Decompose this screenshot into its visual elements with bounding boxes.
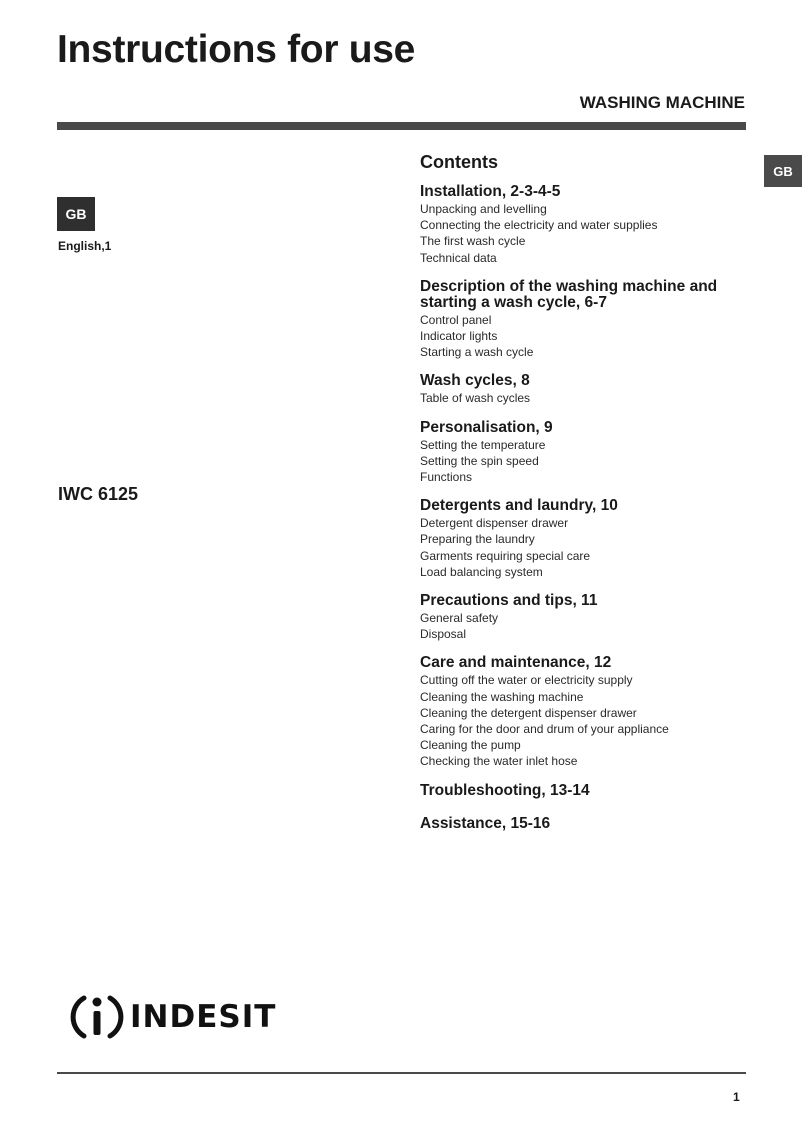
section-items	[420, 515, 760, 580]
contents-section	[420, 655, 760, 769]
header-divider	[57, 122, 746, 130]
section-item[interactable]: Cutting off the water or electricity supply	[420, 673, 633, 688]
language-side-tab[interactable]: GB	[764, 155, 802, 187]
section-items	[420, 610, 760, 642]
contents-section	[420, 373, 760, 406]
indesit-logo-icon	[70, 990, 124, 1044]
model-number: IWC 6125	[58, 484, 139, 504]
section-item[interactable]: The first wash cycle	[420, 234, 526, 249]
section-heading[interactable]: Assistance, 15-16	[420, 814, 551, 832]
section-heading[interactable]: Personalisation, 9	[420, 418, 553, 436]
section-item[interactable]: Cleaning the detergent dispenser drawer	[420, 705, 637, 720]
section-item[interactable]: Technical data	[420, 250, 497, 265]
section-item[interactable]: Disposal	[420, 627, 467, 642]
section-items	[420, 312, 760, 361]
section-heading[interactable]: Description of the washing machine and starting a wash cycle, 6-7	[420, 277, 718, 311]
section-items	[420, 672, 760, 769]
section-item[interactable]: Load balancing system	[420, 564, 543, 579]
contents-section	[420, 593, 760, 642]
contents-sections	[420, 184, 760, 832]
section-item[interactable]: Starting a wash cycle	[420, 345, 534, 360]
section-heading[interactable]: Installation, 2-3-4-5	[420, 183, 561, 200]
section-item[interactable]: Cleaning the washing machine	[420, 689, 584, 704]
page-title: Instructions for use	[57, 28, 416, 71]
section-item[interactable]: Detergent dispenser drawer	[420, 516, 569, 531]
section-heading[interactable]: Wash cycles, 8	[420, 372, 530, 390]
contents-section	[420, 184, 760, 266]
product-type: WASHING MACHINE	[579, 93, 745, 112]
section-item[interactable]: Garments requiring special care	[420, 548, 591, 563]
contents-section	[420, 279, 760, 361]
footer-divider	[57, 1072, 746, 1074]
section-item[interactable]: Connecting the electricity and water supplies	[420, 218, 658, 233]
section-items	[420, 437, 760, 486]
section-items	[420, 390, 760, 406]
section-item[interactable]: Control panel	[420, 312, 492, 327]
section-item[interactable]: General safety	[420, 611, 499, 626]
contents-section	[420, 498, 760, 580]
section-heading[interactable]: Detergents and laundry, 10	[420, 497, 618, 515]
section-item[interactable]: Setting the spin speed	[420, 453, 539, 468]
language-badge[interactable]: GB	[57, 197, 95, 231]
section-item[interactable]: Checking the water inlet hose	[420, 754, 578, 769]
section-items	[420, 201, 760, 266]
section-item[interactable]: Indicator lights	[420, 329, 498, 344]
contents-title: Contents	[420, 152, 498, 172]
section-heading[interactable]: Care and maintenance, 12	[420, 654, 612, 672]
contents-section	[420, 816, 760, 832]
page-number: 1	[733, 1090, 740, 1104]
contents-section	[420, 783, 760, 799]
section-item[interactable]: Setting the temperature	[420, 437, 546, 452]
section-item[interactable]: Table of wash cycles	[420, 391, 531, 406]
section-heading[interactable]: Troubleshooting, 13-14	[420, 781, 590, 799]
section-item[interactable]: Preparing the laundry	[420, 532, 535, 547]
table-of-contents	[420, 151, 760, 845]
brand-name: INDESIT	[130, 999, 277, 1035]
brand-logo	[70, 990, 276, 1044]
language-label[interactable]: English,1	[58, 239, 112, 253]
contents-section	[420, 420, 760, 486]
section-item[interactable]: Cleaning the pump	[420, 738, 521, 753]
section-heading[interactable]: Precautions and tips, 11	[420, 592, 598, 610]
section-item[interactable]: Caring for the door and drum of your appliance	[420, 722, 669, 737]
section-item[interactable]: Unpacking and levelling	[420, 202, 547, 216]
section-item[interactable]: Functions	[420, 470, 473, 485]
